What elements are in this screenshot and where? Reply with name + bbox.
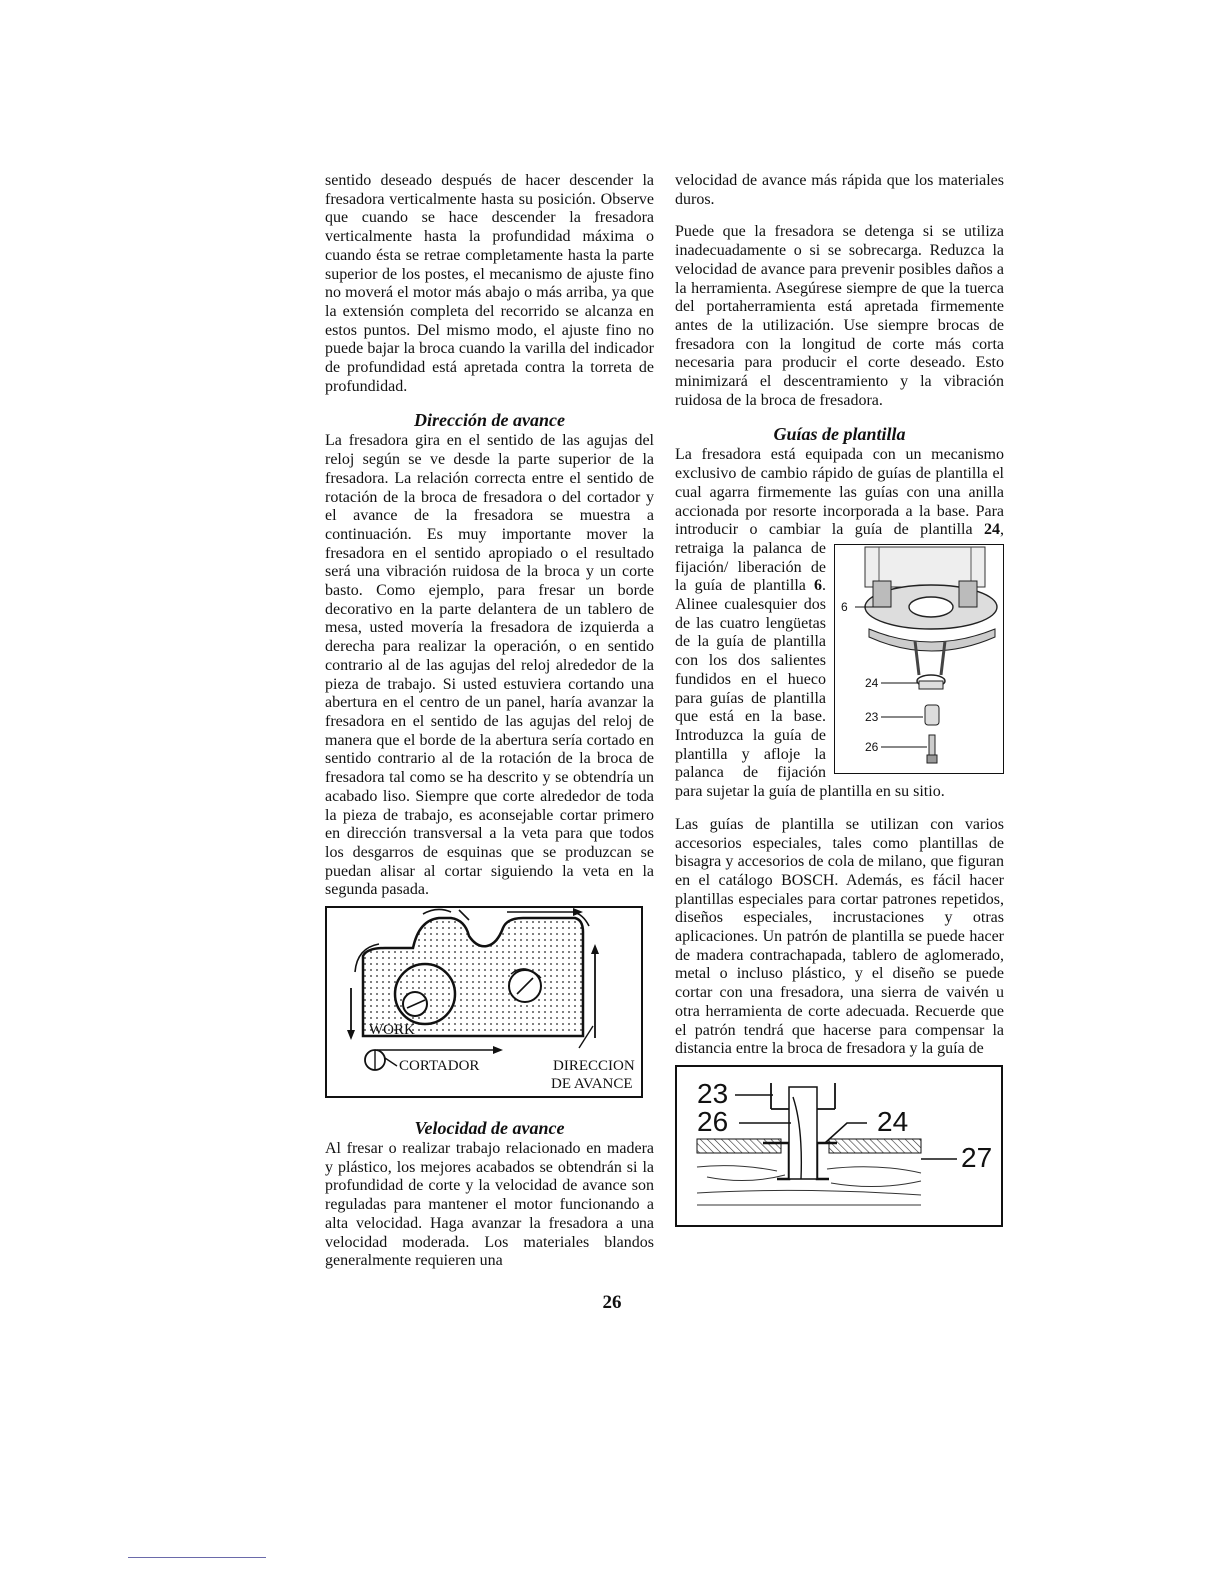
paragraph-velocidad: Al fresar o realizar trabajo relacionado en madera y plástico, los mejores acabados se obtendrán si la profundidad de corte y la velocidad de avance son reguladas para mantener el motor funcionando a alta velocidad. Haga avanzar la fresadora a una velocidad moderada. Los materiales blandos generalmente requieren una [325,1140,654,1270]
workpiece-shape [363,918,583,1039]
feed-direction-diagram [327,908,641,1096]
right-column [675,172,1004,1227]
label-24: 24 [877,1105,909,1137]
label-26: 26 [865,739,879,754]
feed-direction-figure [325,906,643,1098]
direccion-label-1: DIRECCION [553,1058,635,1075]
heading-guias-plantilla: Guías de plantilla [773,424,906,445]
label-24: 24 [865,675,879,690]
left-column [325,172,654,1285]
paragraph-materiales: velocidad de avance más rápida que los materiales duros. [675,172,1004,208]
guias-text-b: , retraiga la palanca de fijación/ liberación de la guía de plantilla [675,521,1004,595]
template-guide-figure [834,544,1004,774]
paragraph-direccion: La fresadora gira en el sentido de las agujas del reloj según se ve desde la parte superior de la fresadora. La relación correcta entre el sentido de rotación de la broca de fresadora o del cortador y el avance de la fresadora se muestra a continuación. Es muy importante mover la fresadora en el sentido apropiado o el resultado será una vibración ruidosa de la broca y un corte basto. Como ejemplo, para fresar un borde decorativo en la parte delantera de un tablero de mesa, usted movería la fresadora de izquierda a derecha para realizar la operación, o en sentido contrario al de las agujas del reloj alrededor de la pieza de trabajo. Si usted estuviera cortando una abertura en el centro de un panel, haría avanzar la fresadora en el sentido de las agujas del reloj de manera que el borde de la abertura sería cortado en sentido contrario al de la rotación de la broca de fresadora tal como se ha descrito y se obtendría un acabado liso. Siempre que corte alrededor de toda la pieza de trabajo, es aconsejable cortar primero en dirección transversal a la veta para que todos los desgarros de esquinas que se produzcan se puedan alisar al cortar siguiendo la veta en la segunda pasada. [325,432,654,899]
paragraph-guias [675,446,1004,801]
label-23: 23 [865,709,879,724]
direccion-label-2: DE AVANCE [551,1076,633,1093]
page-number: 26 [602,1292,622,1313]
paragraph-usos: Las guías de plantilla se utilizan con varios accesorios especiales, tales como plantillas de bisagra y accesorios de cola de milano, que figuran en el catálogo BOSCH. Además, es fácil hacer plantillas especiales para cortar patrones repetidos, diseños especiales, incrustaciones y otras aplicaciones. Un patrón de plantilla se puede hacer de madera contrachapada, tablero de aglomerado, metal o incluso plástico, y el diseño se puede cortar con una fresadora, una sierra de vaivén u otra herramienta de corte adecuada. Recuerde que el patrón tendrá que hacerse para compensar la distancia entre la broca de fresadora y la guía de [675,815,1004,1058]
paragraph-fine-adjust: sentido deseado después de hacer descender la fresadora verticalmente hasta su posición. Observe que cuando se hace descender la fresadora verticalmente hasta la profundidad máxima o cuando ésta se retrae completamente hasta la parte superior de los postes, el mecanismo de ajuste fino no moverá el motor más abajo o más arriba, ya que la extensión completa del recorrido se alcanza en estos puntos. Del mismo modo, el ajuste fino no puede bajar la broca cuando la varilla del indicador de profundidad está apretada contra la torreta de profundidad. [325,172,654,395]
footer-rule [128,1557,266,1558]
label-6: 6 [841,599,848,614]
template-cross-section-figure [675,1065,1003,1227]
work-label: WORK [369,1022,415,1039]
cortador-label: CORTADOR [399,1058,480,1075]
heading-velocidad-avance: Velocidad de avance [414,1118,565,1139]
label-27: 27 [961,1141,993,1173]
ref-24: 24 [984,521,1000,539]
paragraph-sobrecarga: Puede que la fresadora se detenga si se utiliza inadecuadamente o si se sobrecarga. Reduzca la velocidad de avance para prevenir posibles daños a la herramienta. Asegúrese siempre de que la tuerca del portaherramienta está apretada firmemente antes de la utilización. Use siempre brocas de fresadora con la longitud de corte más corta necesaria para producir el corte deseado. Esto minimizará el descentramiento y la vibración ruidosa de la broca de fresadora. [675,223,1004,409]
guias-text-a: La fresadora está equipada con un mecanismo exclusivo de cambio rápido de guías de plantilla el cual agarra firmemente las guías con una anilla accionada por resorte incorporada a la base. Para introducir o cambiar la guía de plantilla [675,446,1004,539]
ref-6: 6 [814,577,822,595]
label-23: 23 [697,1077,729,1109]
template-cross-section-diagram [677,1067,1001,1225]
label-26: 26 [697,1105,729,1137]
heading-direccion-avance: Dirección de avance [414,410,565,431]
guias-text-c: . Alinee cualesquier dos de las cuatro lengüetas de la guía de plantilla con los dos salientes fundidos en el hueco para guías de plantilla que está en la base. Introduzca la guía de plantilla y afloje la palanca de fijación para sujetar la guía de plantilla en su sitio. [675,577,945,801]
template-guide-diagram [835,545,1003,773]
